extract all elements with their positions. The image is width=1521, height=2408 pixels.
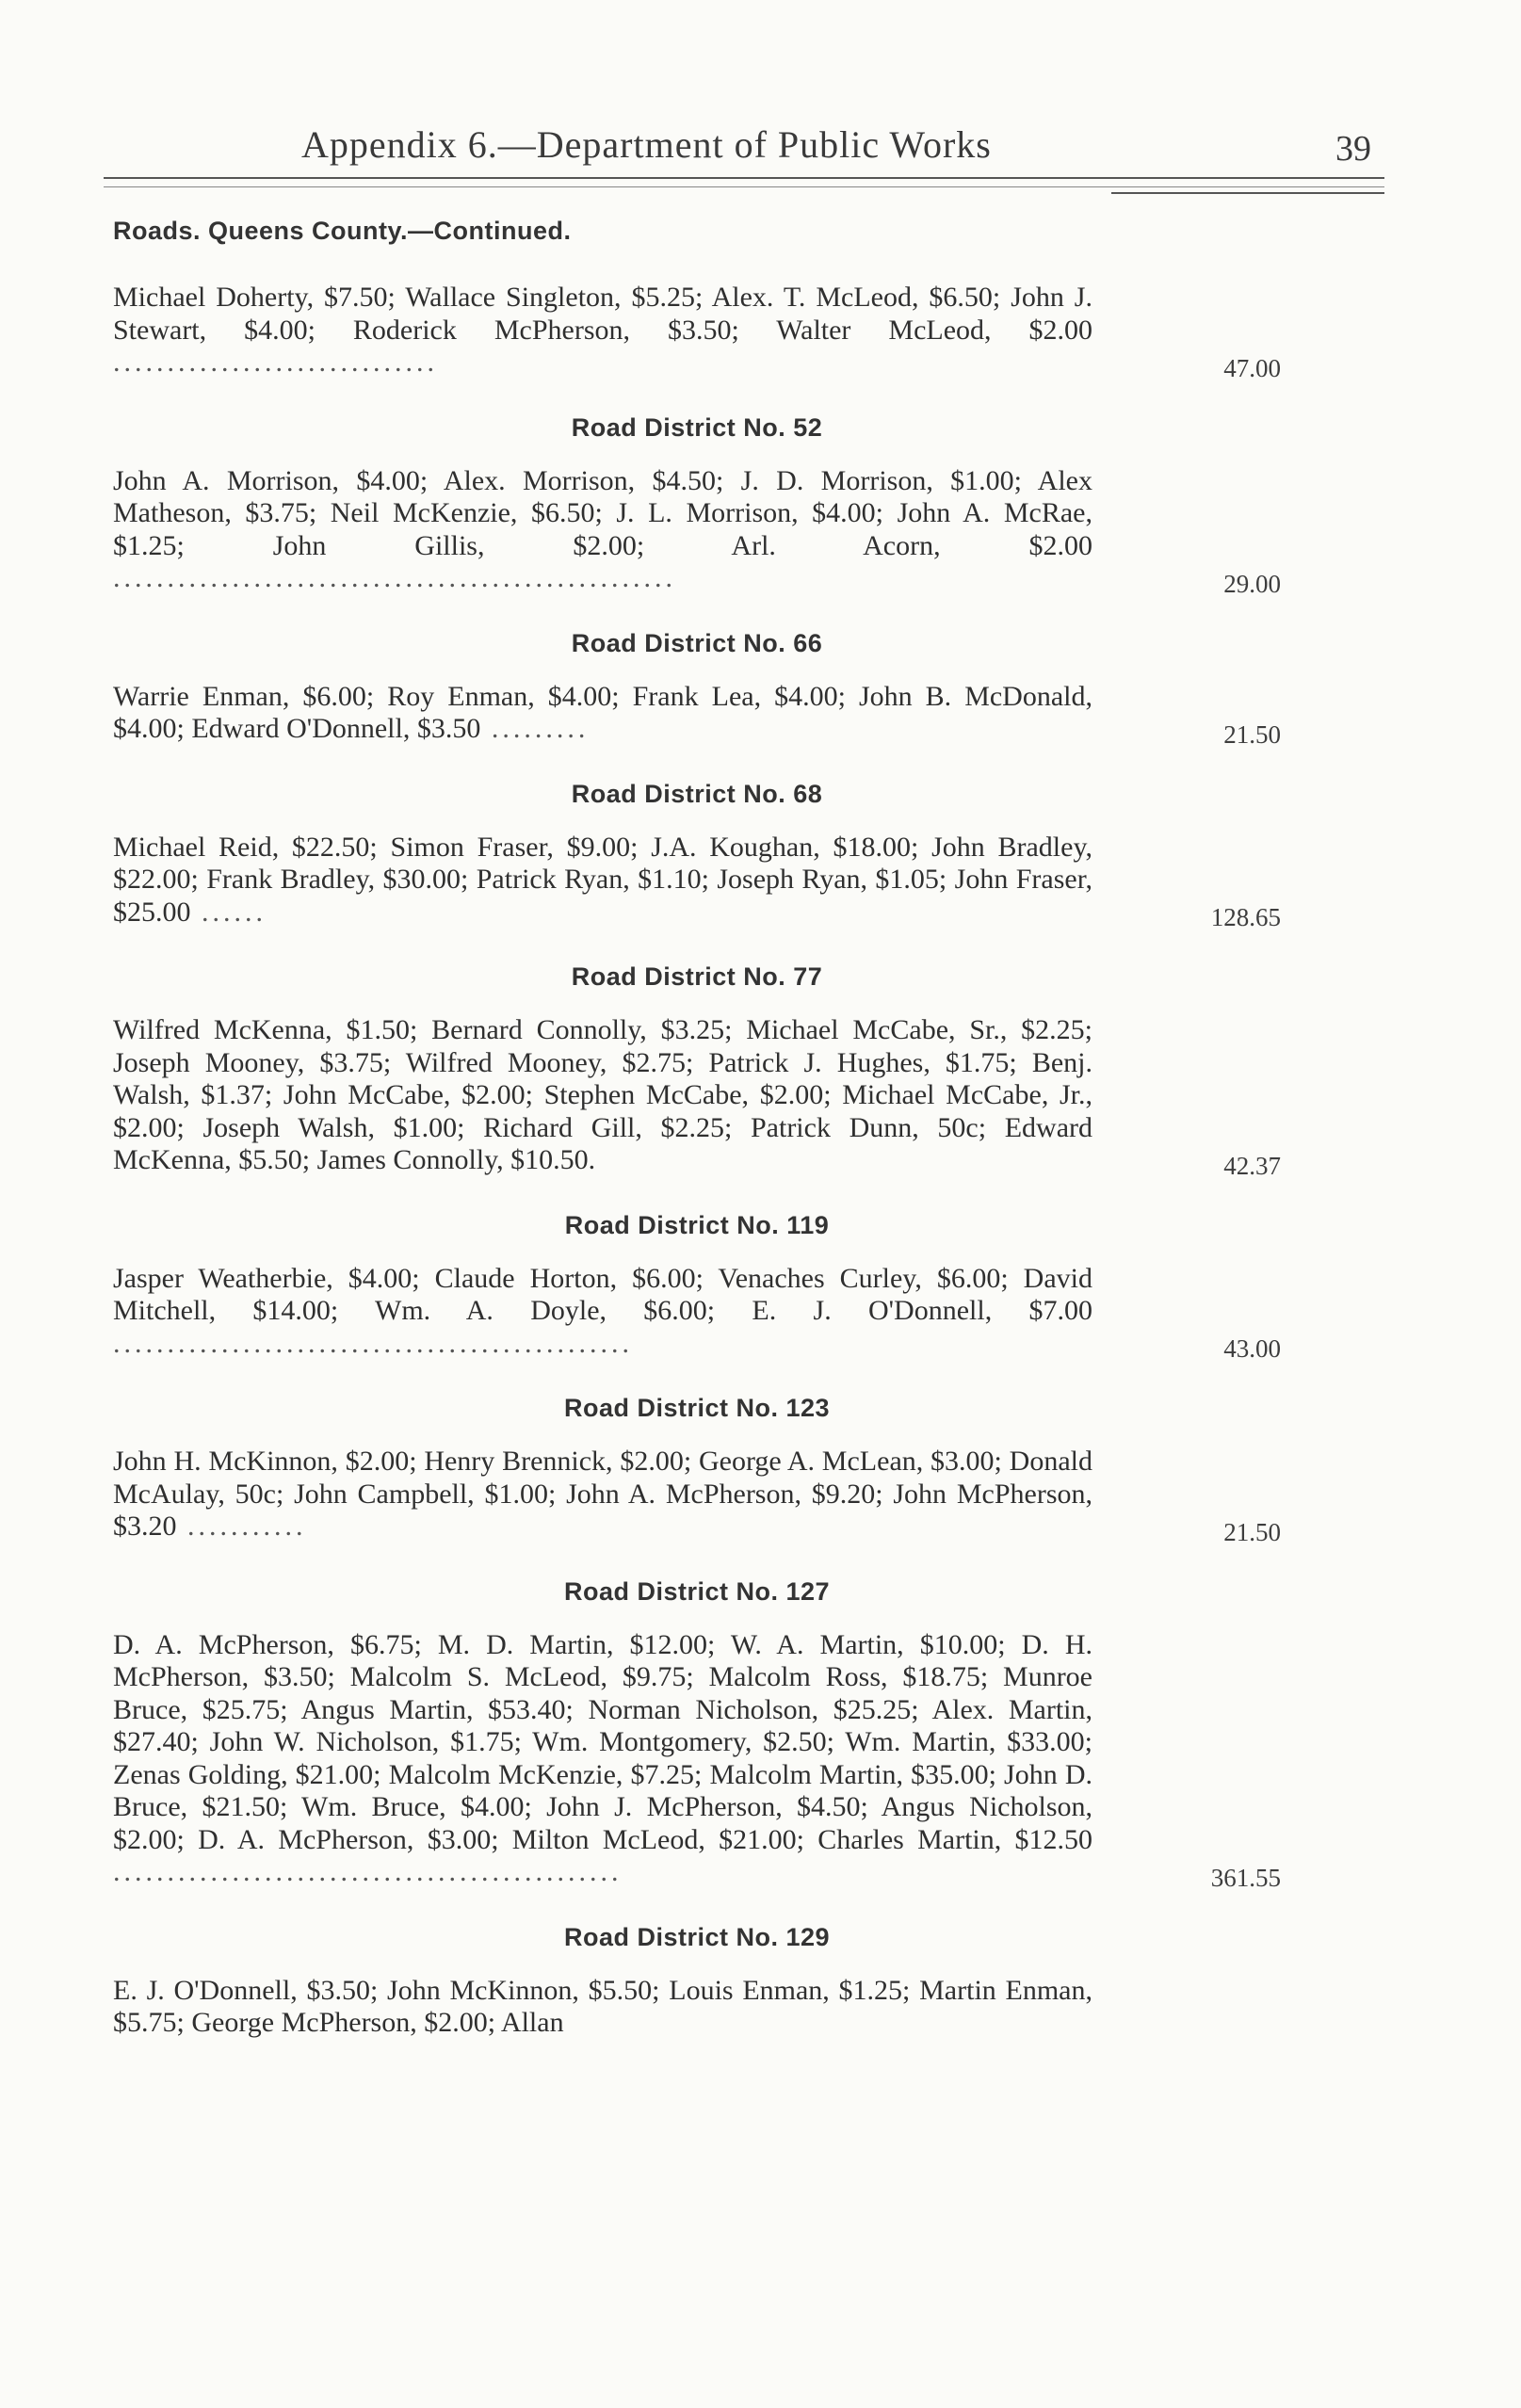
entry-text: E. J. O'Donnell, $3.50; John McKinnon, $5.50; Louis Enman, $1.25; Martin Enman, $5.75; George McPherson, $2.00; Allan: [113, 1974, 1092, 2038]
page-body: [113, 217, 1281, 2057]
district-heading: Road District No. 52: [571, 412, 823, 442]
entry-text: D. A. McPherson, $6.75; M. D. Martin, $12.00; W. A. Martin, $10.00; D. H. McPherson, $3.50; Malcolm S. McLeod, $9.75; Malcolm Ross, $18.75; Munroe Bruce, $25.75; Angus Martin, $53.40; Norman Nicholson, $25.25; Alex. Martin, $27.40; John W. Nicholson, $1.75; Wm. Montgomery, $2.50; Wm. Martin, $33.00; Zenas Golding, $21.00; Malcolm McKenzie, $7.25; Malcolm Martin, $35.00; John D. Bruce, $21.50; Wm. Bruce, $4.00; John J. McPherson, $4.50; Angus Nicholson, $2.00; D. A. McPherson, $3.00; Milton McLeod, $21.00; Charles Martin, $12.50 ...............................................: [113, 1628, 1092, 1887]
entry-text: Warrie Enman, $6.00; Roy Enman, $4.00; Frank Lea, $4.00; John B. McDonald, $4.00; Edward O'Donnell, $3.50 .........: [113, 680, 1092, 744]
running-head: Appendix 6.—Department of Public Works: [301, 123, 992, 166]
dot-leaders: ...........: [176, 1511, 307, 1542]
entry-district-66: [113, 680, 1281, 749]
dot-leaders: ................................................: [113, 1327, 633, 1359]
dot-leaders: ......: [190, 896, 267, 928]
entry-district-52: [113, 464, 1281, 598]
entry-continued: [113, 282, 1281, 380]
entry-amount: 21.50: [1223, 719, 1281, 749]
header-rule-thin: [104, 186, 1384, 187]
entry-district-68: [113, 832, 1281, 929]
district-heading: Road District No. 123: [563, 1394, 831, 1422]
entry-district-129: [113, 1975, 1281, 2040]
entry-text: Jasper Weatherbie, $4.00; Claude Horton, $6.00; Venaches Curley, $6.00; David Mitchell, $14.00; Wm. A. Doyle, $6.00; E. J. O'Donnell, $7.00 ................................................: [113, 1262, 1092, 1359]
dot-leaders: .........: [480, 713, 590, 744]
entry-amount: 361.55: [1210, 1863, 1281, 1892]
dot-leaders: ..............................: [113, 347, 438, 378]
entry-district-123: [113, 1446, 1281, 1546]
entry-amount: 21.50: [1223, 1517, 1281, 1546]
entry-district-77: [113, 1014, 1281, 1180]
header-rule: [104, 177, 1384, 179]
entry-amount: 128.65: [1210, 903, 1281, 931]
dot-leaders: ...............................................: [113, 1856, 623, 1887]
entry-text: Michael Doherty, $7.50; Wallace Singleton, $5.25; Alex. T. McLeod, $6.50; John J. Stewart, $4.00; Roderick McPherson, $3.50; Walter McLeod, $2.00 ..............................: [113, 282, 1092, 378]
entry-text: Michael Reid, $22.50; Simon Fraser, $9.00; J.A. Koughan, $18.00; John Bradley, $22.00; Frank Bradley, $30.00; Patrick Ryan, $1.10; Joseph Ryan, $1.05; John Fraser, $25.00 ......: [113, 831, 1092, 928]
page-header: [0, 113, 1521, 179]
district-heading: Road District No. 66: [571, 628, 823, 657]
entry-district-119: [113, 1263, 1281, 1361]
entry-amount: 47.00: [1223, 353, 1281, 382]
district-heading: Road District No. 127: [563, 1576, 831, 1606]
entry-amount: 43.00: [1223, 1334, 1281, 1363]
header-rule-short: [1111, 192, 1384, 194]
dot-leaders: ....................................................: [113, 562, 676, 593]
entry-text: Wilfred McKenna, $1.50; Bernard Connolly, $3.25; Michael McCabe, Sr., $2.25; Joseph Mooney, $3.75; Wilfred Mooney, $2.75; Patrick J. Hughes, $1.75; Benj. Walsh, $1.37; John McCabe, $2.00; Stephen McCabe, $2.00; Michael McCabe, Jr., $2.00; Joseph Walsh, $1.00; Richard Gill, $2.25; Patrick Dunn, 50c; Edward McKenna, $5.50; James Connolly, $10.50.: [113, 1014, 1092, 1175]
entry-amount: 29.00: [1223, 569, 1281, 598]
district-heading: Road District No. 119: [564, 1210, 830, 1239]
section-heading: Roads. Queens County.—Continued.: [113, 217, 572, 245]
entry-text: John A. Morrison, $4.00; Alex. Morrison, $4.50; J. D. Morrison, $1.00; Alex Matheson, $3.75; Neil McKenzie, $6.50; J. L. Morrison, $4.00; John A. McRae, $1.25; John Gillis, $2.00; Arl. Acorn, $2.00 ....................................................: [113, 464, 1092, 593]
entry-district-127: [113, 1628, 1281, 1892]
page-number: 39: [1335, 129, 1371, 169]
entry-amount: 42.37: [1223, 1151, 1281, 1180]
district-heading: Road District No. 68: [571, 779, 823, 808]
district-heading: Road District No. 77: [571, 962, 823, 991]
district-heading: Road District No. 129: [563, 1922, 831, 1951]
entry-text: John H. McKinnon, $2.00; Henry Brennick, $2.00; George A. McLean, $3.00; Donald McAulay, 50c; John Campbell, $1.00; John A. McPherson, $9.20; John McPherson, $3.20 ...........: [113, 1446, 1092, 1542]
